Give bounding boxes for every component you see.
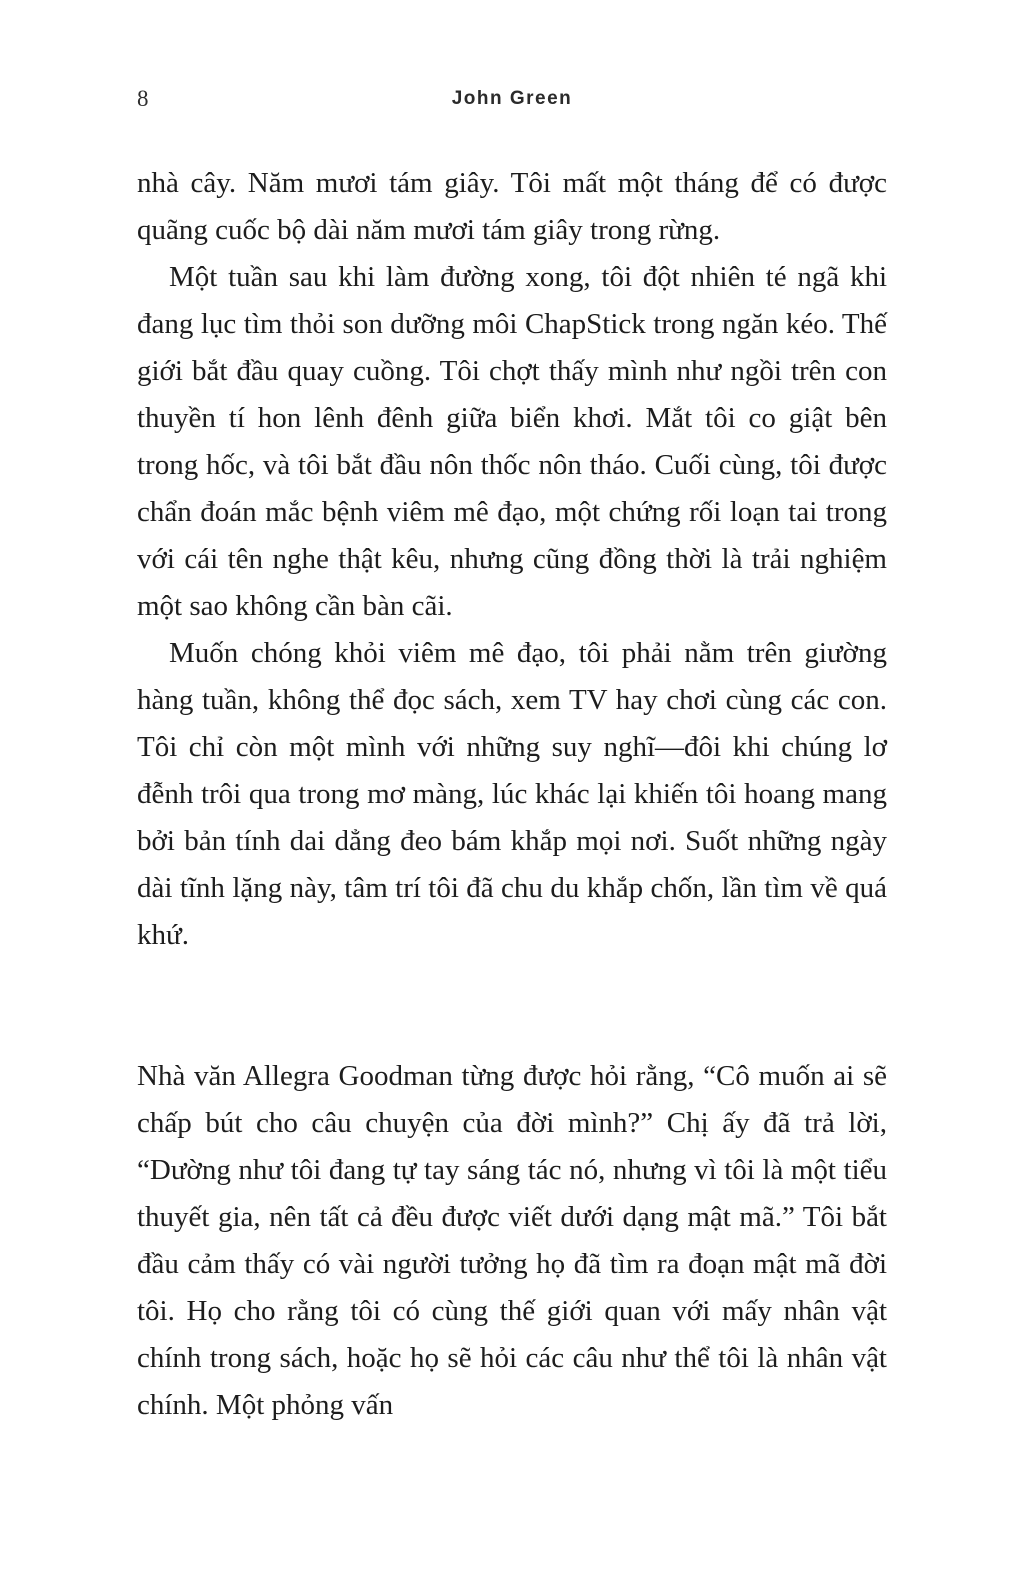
paragraph-3: Muốn chóng khỏi viêm mê đạo, tôi phải nằm trên giường hàng tuần, không thể đọc sách, xem TV hay chơi cùng các con. Tôi chỉ còn một mình với những suy nghĩ—đôi khi chúng lơ đễnh trôi qua trong mơ màng, lúc khác lại khiến tôi hoang mang bởi bản tính dai dẳng đeo bám khắp mọi nơi. Suốt những ngày dài tĩnh lặng này, tâm trí tôi đã chu du khắp chốn, lần tìm về quá khứ. [137, 637, 887, 951]
page-body [137, 160, 887, 1429]
page-header [137, 84, 887, 116]
running-head: John Green [451, 88, 573, 109]
paragraph-new-section: Nhà văn Allegra Goodman từng được hỏi rằng, “Cô muốn ai sẽ chấp bút cho câu chuyện của đời mình?” Chị ấy đã trả lời, “Dường như tôi đang tự tay sáng tác nó, nhưng vì tôi là một tiểu thuyết gia, nên tất cả đều được viết dưới dạng mật mã.” Tôi bắt đầu cảm thấy có vài người tưởng họ đã tìm ra đoạn mật mã đời tôi. Họ cho rằng tôi có cùng thế giới quan với mấy nhân vật chính trong sách, hoặc họ sẽ hỏi các câu như thể tôi là nhân vật chính. Một phỏng vấn [137, 1060, 887, 1421]
paragraph-2: Một tuần sau khi làm đường xong, tôi đột nhiên té ngã khi đang lục tìm thỏi son dưỡng môi ChapStick trong ngăn kéo. Thế giới bắt đầu quay cuồng. Tôi chợt thấy mình như ngồi trên con thuyền tí hon lênh đênh giữa biển khơi. Mắt tôi co giật bên trong hốc, và tôi bắt đầu nôn thốc nôn tháo. Cuối cùng, tôi được chẩn đoán mắc bệnh viêm mê đạo, một chứng rối loạn tai trong với cái tên nghe thật kêu, nhưng cũng đồng thời là trải nghiệm một sao không cần bàn cãi. [137, 261, 887, 622]
paragraph-continuation: nhà cây. Năm mươi tám giây. Tôi mất một tháng để có được quãng cuốc bộ dài năm mươi tám giây trong rừng. [137, 167, 887, 246]
page-number: 8 [137, 86, 149, 111]
